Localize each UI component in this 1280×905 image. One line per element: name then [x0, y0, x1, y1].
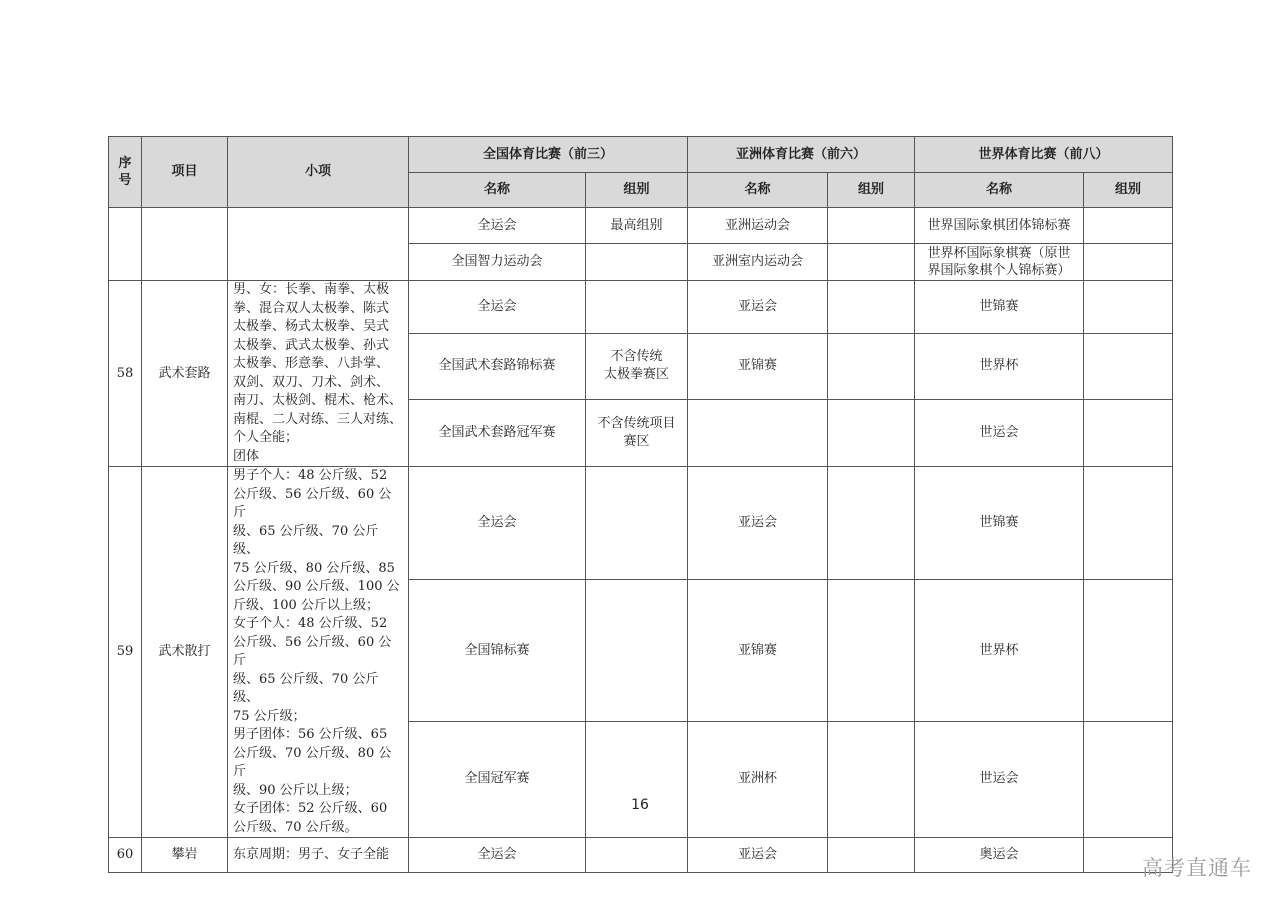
sub-item-line: 男子个人：48 公斤级、52	[233, 468, 388, 483]
table-row	[109, 208, 1173, 244]
asia-group-cell	[828, 333, 915, 400]
world-group-cell	[1084, 281, 1173, 334]
world-group-cell	[1084, 467, 1173, 580]
national-group-cell	[586, 400, 688, 467]
asia-name-cell	[688, 400, 828, 467]
national-group-line: 赛区	[623, 434, 650, 450]
sub-item-line: 南棍、二人对练、三人对练、	[233, 411, 403, 427]
sub-items-cell	[228, 281, 409, 467]
world-name-cell: 世锦赛	[915, 281, 1084, 334]
cont-item-cell	[142, 208, 228, 281]
asia-name-cell: 亚洲室内运动会	[688, 244, 828, 281]
sub-items-cell: 东京周期：男子、女子全能	[228, 838, 409, 873]
header-national: 全国体育比赛（前三）	[409, 137, 688, 173]
asia-name-cell: 亚运会	[688, 281, 828, 334]
header-national-group: 组别	[586, 173, 688, 208]
national-group-cell	[586, 333, 688, 400]
national-group-cell	[586, 721, 688, 837]
national-group-cell	[586, 281, 688, 334]
asia-group-cell	[828, 838, 915, 873]
asia-group-cell	[828, 244, 915, 281]
sub-item-line: 南刀、太极剑、棍术、枪术、	[233, 393, 403, 408]
world-group-cell	[1084, 721, 1173, 837]
header-seq	[109, 137, 142, 208]
national-group-cell	[586, 244, 688, 281]
seq-cell: 59	[109, 467, 142, 838]
sub-item-line: 女子团体：52 公斤级、60	[233, 801, 388, 816]
world-name-cell: 世界杯	[915, 580, 1084, 722]
world-name-cell: 世界国际象棋团体锦标赛	[915, 208, 1084, 244]
asia-group-cell	[828, 580, 915, 722]
asia-name-cell: 亚运会	[688, 838, 828, 873]
header-sub: 小项	[228, 137, 409, 208]
world-name-cell: 世锦赛	[915, 467, 1084, 580]
world-name-line: 世界杯国际象棋赛（原世	[927, 246, 1071, 261]
national-group-cell	[586, 467, 688, 580]
world-name-cell: 世运会	[915, 721, 1084, 837]
national-name-cell: 全运会	[409, 838, 586, 873]
national-group-cell	[586, 838, 688, 873]
world-name-cell	[915, 244, 1084, 281]
world-name-line: 界国际象棋个人锦标赛）	[927, 263, 1071, 278]
header-world-group: 组别	[1084, 173, 1173, 208]
header-world: 世界体育比赛（前八）	[915, 137, 1173, 173]
sub-item-line: 男子团体：56 公斤级、65	[233, 727, 388, 742]
header-asia-group: 组别	[828, 173, 915, 208]
page-number: 16	[631, 797, 649, 813]
world-group-cell	[1084, 208, 1173, 244]
table-row	[109, 467, 1173, 580]
sub-item-line: 拳、混合双人太极拳、陈式	[233, 300, 390, 316]
cont-sub-cell	[228, 208, 409, 281]
national-name-cell: 全运会	[409, 281, 586, 334]
asia-group-cell	[828, 721, 915, 837]
world-name-cell: 世运会	[915, 400, 1084, 467]
sub-item-line: 级、65 公斤级、70 公斤级、	[233, 671, 379, 705]
watermark-text: 高考直通车	[1142, 856, 1252, 880]
national-name-cell: 全国武术套路锦标赛	[409, 333, 586, 400]
sub-item-line: 斤级、100 公斤以上级；	[233, 597, 379, 613]
asia-name-cell: 亚运会	[688, 467, 828, 580]
national-name-cell: 全运会	[409, 467, 586, 580]
sub-item-line: 双剑、双刀、刀术、剑术、	[233, 374, 390, 390]
sub-item-line: 75 公斤级；	[233, 708, 306, 724]
header-seq-label: 序号	[118, 156, 132, 188]
sub-item-line: 级、90 公斤以上级；	[233, 782, 358, 798]
sub-item-line: 公斤级、90 公斤级、100 公	[233, 579, 400, 594]
asia-name-cell: 亚锦赛	[688, 580, 828, 722]
national-name-cell: 全国智力运动会	[409, 244, 586, 281]
world-name-cell: 奥运会	[915, 838, 1084, 873]
table-row	[109, 838, 1173, 873]
seq-cell: 60	[109, 838, 142, 873]
sub-item-line: 男、女：长拳、南拳、太极	[233, 282, 390, 297]
table-row	[109, 281, 1173, 334]
sub-item-line: 级、65 公斤级、70 公斤级、	[233, 523, 379, 557]
national-group-cell: 最高组别	[586, 208, 688, 244]
national-group-line: 不含传统	[610, 349, 663, 365]
world-group-cell	[1084, 580, 1173, 722]
asia-group-cell	[828, 281, 915, 334]
sub-item-line: 个人全能；	[233, 430, 299, 445]
seq-cell: 58	[109, 281, 142, 467]
sub-items-list	[233, 281, 403, 466]
header-national-name: 名称	[409, 173, 586, 208]
sub-item-line: 公斤级、70 公斤级。	[233, 819, 358, 835]
asia-group-cell	[828, 400, 915, 467]
sub-item-line: 太极拳、形意拳、八卦掌、	[233, 356, 390, 371]
asia-name-cell: 亚锦赛	[688, 333, 828, 400]
header-item: 项目	[142, 137, 228, 208]
asia-group-cell	[828, 208, 915, 244]
header-asia-name: 名称	[688, 173, 828, 208]
national-name-cell: 全国冠军赛	[409, 721, 586, 837]
asia-name-cell: 亚洲杯	[688, 721, 828, 837]
sports-competition-table	[108, 136, 1173, 873]
sub-item-line: 75 公斤级、80 公斤级、85	[233, 560, 395, 576]
world-group-cell	[1084, 333, 1173, 400]
national-group-cell	[586, 580, 688, 722]
asia-name-cell: 亚洲运动会	[688, 208, 828, 244]
sub-items-cell	[228, 467, 409, 838]
cont-seq-cell	[109, 208, 142, 281]
sub-items-list	[233, 467, 403, 837]
sub-item-line: 公斤级、56 公斤级、60 公斤	[233, 486, 392, 520]
item-cell: 武术套路	[142, 281, 228, 467]
header-asia: 亚洲体育比赛（前六）	[688, 137, 915, 173]
sub-item-line: 女子个人：48 公斤级、52	[233, 616, 388, 631]
sub-item-line: 公斤级、56 公斤级、60 公斤	[233, 634, 392, 668]
national-group-line: 不含传统项目	[597, 416, 676, 432]
item-cell: 武术散打	[142, 467, 228, 838]
sub-item-line: 太极拳、杨式太极拳、吴式	[233, 319, 390, 334]
asia-group-cell	[828, 467, 915, 580]
world-name-cell: 世界杯	[915, 333, 1084, 400]
national-group-line: 太极拳赛区	[604, 367, 670, 383]
national-name-cell: 全运会	[409, 208, 586, 244]
national-name-cell: 全国武术套路冠军赛	[409, 400, 586, 467]
national-name-cell: 全国锦标赛	[409, 580, 586, 722]
sub-item-line: 太极拳、武式太极拳、孙式	[233, 337, 390, 353]
world-group-cell	[1084, 244, 1173, 281]
sub-item-line: 团体	[233, 448, 260, 464]
header-world-name: 名称	[915, 173, 1084, 208]
item-cell: 攀岩	[142, 838, 228, 873]
world-group-cell	[1084, 400, 1173, 467]
sub-item-line: 公斤级、70 公斤级、80 公斤	[233, 745, 392, 779]
